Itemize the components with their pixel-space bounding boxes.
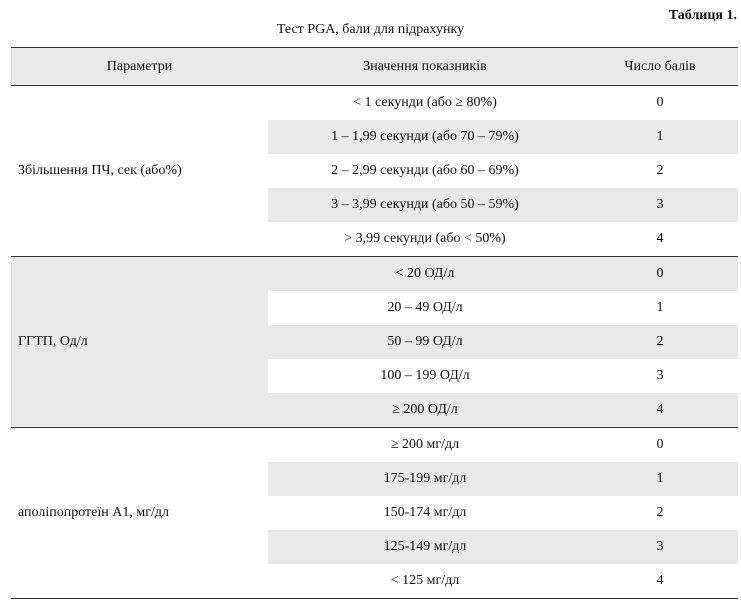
score-cell: 3 (582, 530, 738, 564)
header-values: Значення показників (268, 48, 582, 86)
parameter-cell: Збільшення ПЧ, сек (або%) (11, 86, 268, 257)
table-header-row (11, 48, 738, 86)
table-number: Таблиця 1. (668, 8, 737, 23)
value-cell: > 3,99 секунди (або < 50%) (268, 222, 582, 257)
parameter-cell: ГГТП, Од/л (11, 257, 268, 428)
header-score: Число балів (582, 48, 738, 86)
value-cell: 3 – 3,99 секунди (або 50 – 59%) (268, 188, 582, 222)
header-parameters: Параметри (11, 48, 268, 86)
score-cell: 1 (582, 120, 738, 154)
value-cell: 50 – 99 ОД/л (268, 325, 582, 359)
score-cell: 2 (582, 325, 738, 359)
table-row (11, 86, 738, 121)
score-cell: 4 (582, 393, 738, 428)
value-cell: 175-199 мг/дл (268, 462, 582, 496)
score-cell: 3 (656, 368, 664, 383)
value-cell: < 20 ОД/л (268, 257, 582, 292)
score-cell: 0 (656, 95, 664, 110)
value-cell: 100 – 199 ОД/л (380, 368, 470, 383)
score-cell: 0 (582, 257, 738, 292)
score-cell: 3 (582, 188, 738, 222)
table-row (11, 428, 738, 463)
score-cell: 2 (656, 163, 664, 178)
table-caption: Тест PGA, бали для підрахунку (276, 22, 465, 37)
score-cell: 2 (656, 505, 664, 520)
value-cell: 2 – 2,99 секунди (або 60 – 69%) (331, 163, 519, 178)
value-cell: < 1 секунди (або ≥ 80%) (353, 95, 497, 110)
value-cell: 150-174 мг/дл (383, 505, 467, 520)
score-cell: 0 (656, 437, 664, 452)
score-cell: 1 (582, 462, 738, 496)
value-cell: 20 – 49 ОД/л (387, 300, 463, 315)
value-cell: 125-149 мг/дл (268, 530, 582, 564)
table-row (11, 257, 738, 292)
value-cell: ≥ 200 ОД/л (268, 393, 582, 428)
score-cell: 4 (582, 222, 738, 257)
value-cell: 1 – 1,99 секунди (або 70 – 79%) (268, 120, 582, 154)
pga-score-table (11, 47, 738, 599)
parameter-cell: аполіпопротеїн А1, мг/дл (11, 428, 268, 599)
value-cell: ≥ 200 мг/дл (390, 437, 460, 452)
score-cell: 4 (582, 564, 738, 599)
value-cell: < 125 мг/дл (268, 564, 582, 599)
score-cell: 1 (656, 300, 664, 315)
